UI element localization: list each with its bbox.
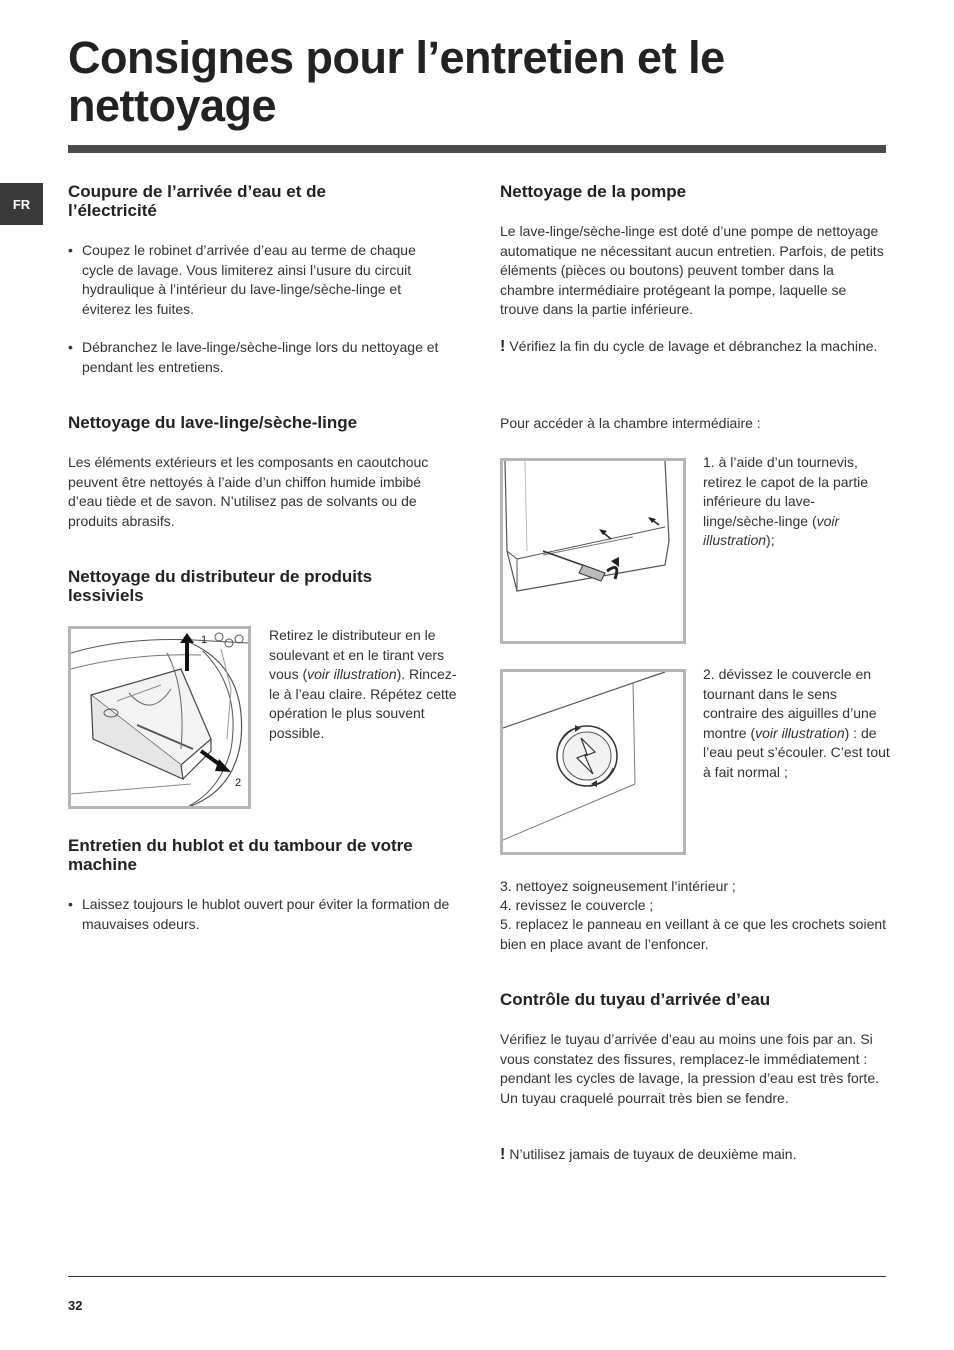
dispenser-drawing bbox=[71, 629, 248, 806]
figure-label-2: 2 bbox=[235, 777, 242, 789]
dispenser-illustration bbox=[68, 626, 251, 809]
page-number: 32 bbox=[68, 1298, 83, 1313]
panel-removal-drawing bbox=[503, 461, 683, 641]
warning-icon: ! bbox=[500, 1146, 506, 1163]
step-3-text: 3. nettoyez soigneusement l’intérieur ; bbox=[500, 878, 736, 894]
section-heading-machine-cleaning: Nettoyage du lave-linge/sèche-linge bbox=[68, 413, 358, 432]
section-heading-water-power: Coupure de l’arrivée d’eau et de l’électricité bbox=[68, 182, 326, 220]
section-heading-hose: Contrôle du tuyau d’arrivée d’eau bbox=[500, 990, 771, 1009]
pump-text: Le lave-linge/sèche-linge est doté d’une pompe de nettoyage automatique ne nécessitant aucun entretien. Parfois, de petits éléments (pièces ou boutons) peuvent tomber dans la chambre intermédiaire protégeant la pompe, laquelle se trouve dans la partie inférieure. bbox=[500, 223, 884, 317]
footer-rule bbox=[68, 1276, 886, 1277]
section-heading-dispenser: Nettoyage du distributeur de produits lessiviels bbox=[68, 567, 373, 605]
warning-icon: ! bbox=[500, 338, 506, 355]
hose-text: Vérifiez le tuyau d’arrivée d’eau au moins une fois par an. Si vous constatez des fissures, remplacez-le immédiatement : pendant les cycles de lavage, la pression d’eau est très forte. Un tuyau craquelé pourrait très bien se fendre. bbox=[500, 1031, 879, 1106]
machine-cleaning-text: Les éléments extérieurs et les composants en caoutchouc peuvent être nettoyés à l’aide d’un chiffon humide imbibé d’eau tiède et de savon. N’utilisez pas de solvants ou de produits abrasifs. bbox=[68, 454, 429, 529]
pump-warning: ! Vérifiez la fin du cycle de lavage et débranchez la machine. bbox=[500, 338, 878, 355]
access-intro: Pour accéder à la chambre intermédiaire : bbox=[500, 415, 761, 431]
porthole-drum-list bbox=[68, 895, 453, 934]
water-power-list bbox=[68, 241, 448, 377]
section-heading-pump: Nettoyage de la pompe bbox=[500, 182, 687, 201]
pump-cover-drawing bbox=[503, 672, 683, 852]
hose-warning: ! N’utilisez jamais de tuyaux de deuxième main. bbox=[500, 1146, 797, 1163]
panel-removal-illustration bbox=[500, 458, 686, 644]
step-1-text: 1. à l’aide d’un tournevis, retirez le capot de la partie inférieure du lave-linge/sèche-linge (voir illustration); bbox=[703, 454, 868, 548]
list-item: • Laissez toujours le hublot ouvert pour éviter la formation de mauvaises odeurs. bbox=[68, 895, 453, 934]
page-title: Consignes pour l’entretien et le nettoyage bbox=[68, 32, 725, 131]
figure-label-1: 1 bbox=[201, 634, 208, 646]
language-tab: FR bbox=[0, 183, 43, 225]
step-4-text: 4. revissez le couvercle ; bbox=[500, 897, 654, 913]
section-heading-porthole-drum: Entretien du hublot et du tambour de votre machine bbox=[68, 836, 413, 874]
title-rule bbox=[68, 145, 886, 153]
dispenser-text: Retirez le distributeur en le soulevant et en le tirant vers vous (voir illustration). Rincez-le à l’eau claire. Répétez cette opération le plus souvent possible. bbox=[269, 627, 457, 741]
pump-cover-illustration bbox=[500, 669, 686, 855]
step-5-text: 5. replacez le panneau en veillant à ce que les crochets soient bien en place avant de l’enfoncer. bbox=[500, 916, 887, 952]
list-item: • Débranchez le lave-linge/sèche-linge lors du nettoyage et pendant les entretiens. bbox=[68, 338, 448, 377]
list-item: • Coupez le robinet d’arrivée d’eau au terme de chaque cycle de lavage. Vous limiterez ainsi l’usure du circuit hydraulique à l’intérieur du lave-linge/sèche-linge et éviterez les fuites. bbox=[68, 241, 448, 319]
step-2-text: 2. dévissez le couvercle en tournant dans le sens contraire des aiguilles d’une montre (voir illustration) : de l’eau peut s’écouler. C’est tout à fait normal ; bbox=[703, 666, 890, 780]
